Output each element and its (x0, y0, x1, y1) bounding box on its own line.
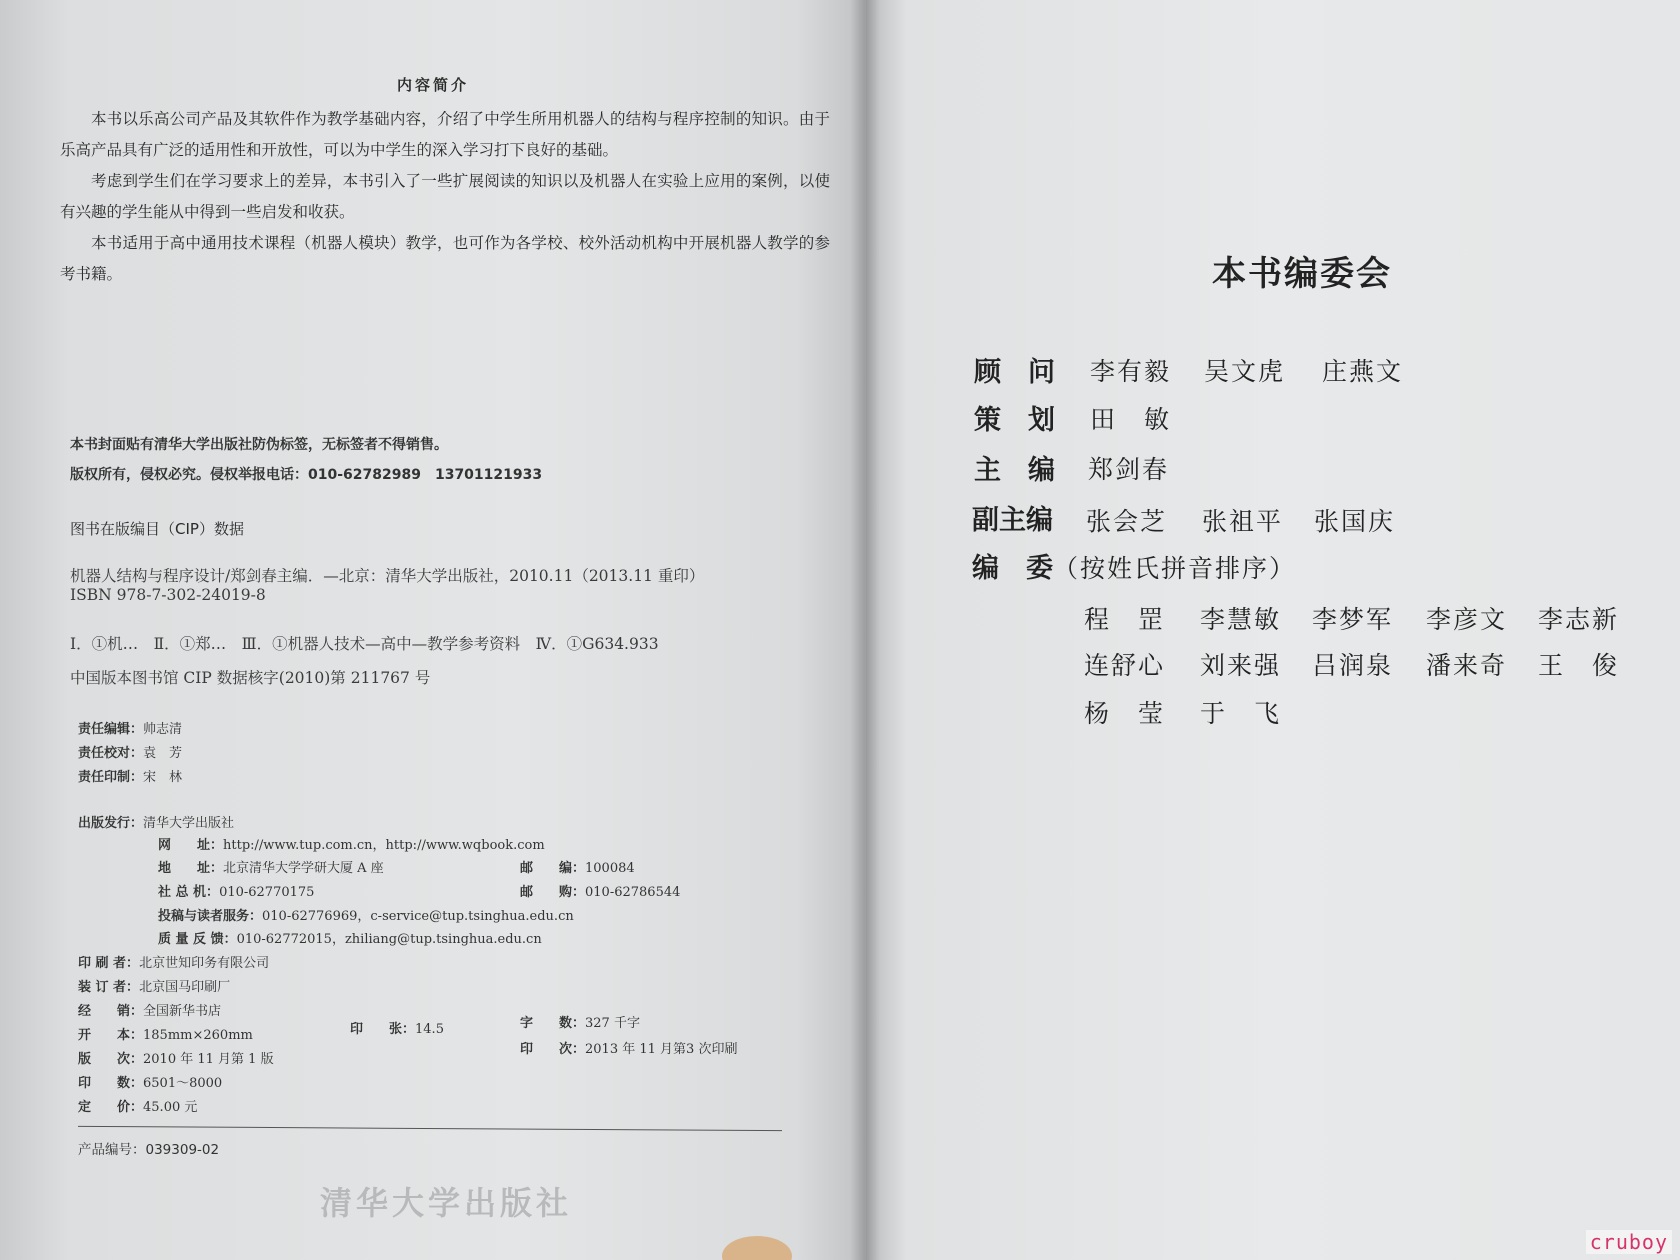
printing-value: 2013 年 11 月第3 次印刷 (585, 1042, 738, 1057)
role-deputy-editor (972, 498, 1053, 537)
printer-value: 北京世知印务有限公司 (139, 956, 270, 971)
board-title: 本书编委会 (1212, 254, 1392, 294)
committee-member: 刘来强 (1200, 651, 1282, 680)
address-value: 北京清华大学学研大厦 A 座 (223, 861, 384, 876)
committee-member: 李慧敏 (1200, 605, 1282, 634)
publisher-stamp: 清华大学出版社 (320, 1184, 573, 1222)
reader-service-value: 010-62776969，c-service@tup.tsinghua.edu.cn (262, 909, 574, 924)
copies-row (78, 1072, 222, 1091)
edition-label: 版 次： (78, 1052, 144, 1067)
committee-member: 于 飞 (1200, 699, 1282, 728)
sheets-value: 14.5 (415, 1022, 444, 1037)
price-value: 45.00 元 (143, 1100, 198, 1115)
advisor-name-1: 李有毅 (1090, 357, 1172, 386)
word-count-label: 字 数： (520, 1016, 586, 1031)
proofreader-value: 袁 芳 (143, 746, 183, 761)
edition-row (78, 1048, 274, 1067)
editor-row (78, 718, 182, 737)
cip-isbn: ISBN 978-7-302-24019-8 (70, 586, 266, 604)
committee-member: 李梦军 (1312, 605, 1394, 634)
price-label: 定 价： (78, 1100, 144, 1115)
sheets-row (350, 1018, 444, 1037)
committee-member: 潘来奇 (1426, 651, 1508, 680)
role-chief-editor (974, 448, 1055, 487)
role-planner (974, 398, 1055, 437)
printing-row (520, 1038, 737, 1057)
print-manager-row (78, 766, 182, 785)
editor-value: 帅志清 (143, 722, 183, 737)
reader-service-label: 投稿与读者服务： (158, 909, 263, 924)
edition-value: 2010 年 11 月第 1 版 (143, 1052, 274, 1067)
committee-sort-note: （按姓氏拼音排序） (1053, 554, 1297, 583)
role-label: 策 划 (974, 405, 1055, 436)
word-count-value: 327 千字 (585, 1016, 640, 1031)
role-committee (972, 546, 1296, 585)
switchboard-row (158, 881, 314, 900)
copies-value: 6501～8000 (143, 1076, 223, 1091)
advisor-name-2: 吴文虎 (1204, 357, 1286, 386)
copyright-notice: 版权所有，侵权必究。侵权举报电话：010-62782989 13701121933 (70, 467, 543, 483)
role-label: 主 编 (974, 455, 1055, 486)
sheets-label: 印 张： (350, 1022, 416, 1037)
proofreader-row (78, 742, 182, 761)
binder-value: 北京国马印刷厂 (139, 980, 231, 995)
format-value: 185mm×260mm (143, 1028, 253, 1043)
editor-label: 责任编辑： (78, 722, 144, 737)
intro-paragraph-1: 本书以乐高公司产品及其软件作为教学基础内容，介绍了中学生所用机器人的结构与程序控制的知识。由于乐高产品具有广泛的适用性和开放性，可以为中学生的深入学习打下良好的基础。 (60, 110, 830, 159)
distributor-value: 全国新华书店 (143, 1004, 222, 1019)
publisher-label: 出版发行： (78, 816, 144, 831)
print-manager-value: 宋 林 (143, 770, 183, 785)
website-row (158, 834, 545, 853)
switchboard-label: 社 总 机： (158, 885, 220, 900)
binder-row (78, 976, 230, 995)
price-row (78, 1096, 197, 1115)
committee-member: 李彦文 (1426, 605, 1508, 634)
copies-label: 印 数： (78, 1076, 144, 1091)
zip-label: 邮 编： (520, 861, 586, 876)
watermark: cruboy (1586, 1230, 1672, 1254)
quality-feedback-value: 010-62772015，zhiliang@tup.tsinghua.edu.cn (236, 932, 542, 947)
intro-paragraph-3: 本书适用于高中通用技术课程（机器人模块）教学，也可作为各学校、校外活动机构中开展机器人教学的参考书籍。 (60, 234, 830, 283)
committee-member: 杨 莹 (1084, 699, 1166, 728)
reader-service-row (158, 905, 574, 924)
divider-rule (78, 1126, 782, 1131)
right-page (866, 0, 1680, 1260)
role-label: 编 委 (972, 553, 1053, 584)
print-manager-label: 责任印制： (78, 770, 144, 785)
format-label: 开 本： (78, 1028, 144, 1043)
chief-editor-name: 郑剑春 (1088, 455, 1170, 484)
distributor-label: 经 销： (78, 1004, 144, 1019)
printer-label: 印 刷 者： (78, 956, 140, 971)
binder-label: 装 订 者： (78, 980, 140, 995)
role-label: 副主编 (972, 505, 1053, 536)
product-number: 产品编号：039309-02 (78, 1142, 220, 1158)
deputy-editor-name-1: 张会芝 (1086, 507, 1168, 536)
quality-feedback-label: 质 量 反 馈： (158, 932, 237, 947)
committee-member: 王 俊 (1538, 651, 1620, 680)
mail-order-value: 010-62786544 (585, 885, 681, 900)
distributor-row (78, 1000, 221, 1019)
intro-paragraph-2: 考虑到学生们在学习要求上的差异，本书引入了一些扩展阅读的知识以及机器人在实验上应用的案例，以使有兴趣的学生能从中得到一些启发和收获。 (60, 172, 830, 221)
intro-title: 内容简介 (396, 76, 469, 94)
switchboard-value: 010-62770175 (219, 885, 315, 900)
book-gutter (850, 0, 880, 1260)
zip-value: 100084 (585, 861, 635, 876)
printer-row (78, 952, 269, 971)
mail-order-row (520, 881, 680, 900)
address-row (158, 857, 384, 876)
zip-row (520, 857, 635, 876)
publisher-value: 清华大学出版社 (143, 816, 235, 831)
committee-member: 连舒心 (1084, 651, 1166, 680)
role-advisor (974, 350, 1055, 389)
cip-data-number: 中国版本图书馆 CIP 数据核字(2010)第 211767 号 (70, 669, 431, 687)
proofreader-label: 责任校对： (78, 746, 144, 761)
anti-counterfeit-notice: 本书封面贴有清华大学出版社防伪标签，无标签者不得销售。 (70, 437, 448, 453)
planner-name: 田 敏 (1090, 405, 1172, 434)
word-count-row (520, 1012, 640, 1031)
thumb (722, 1236, 792, 1260)
website-value: http://www.tup.com.cn，http://www.wqbook.com (223, 838, 545, 853)
website-label: 网 址： (158, 838, 224, 853)
deputy-editor-name-3: 张国庆 (1314, 507, 1396, 536)
committee-member: 李志新 (1538, 605, 1620, 634)
format-row (78, 1024, 253, 1043)
cip-line-1: 机器人结构与程序设计/郑剑春主编．—北京：清华大学出版社，2010.11（2013.11 重印） (70, 567, 705, 585)
quality-feedback-row (158, 928, 542, 947)
cip-heading: 图书在版编目（CIP）数据 (70, 520, 244, 538)
printing-label: 印 次： (520, 1042, 586, 1057)
address-label: 地 址： (158, 861, 224, 876)
publisher-row (78, 812, 234, 831)
committee-member: 吕润泉 (1312, 651, 1394, 680)
advisor-name-3: 庄燕文 (1322, 357, 1404, 386)
cip-line-3: Ⅰ．①机… Ⅱ．①郑… Ⅲ．①机器人技术—高中—教学参考资料 Ⅳ．①G634.933 (70, 635, 659, 653)
role-label: 顾 问 (974, 357, 1055, 388)
mail-order-label: 邮 购： (520, 885, 586, 900)
committee-member: 程 罡 (1084, 605, 1166, 634)
deputy-editor-name-2: 张祖平 (1202, 507, 1284, 536)
